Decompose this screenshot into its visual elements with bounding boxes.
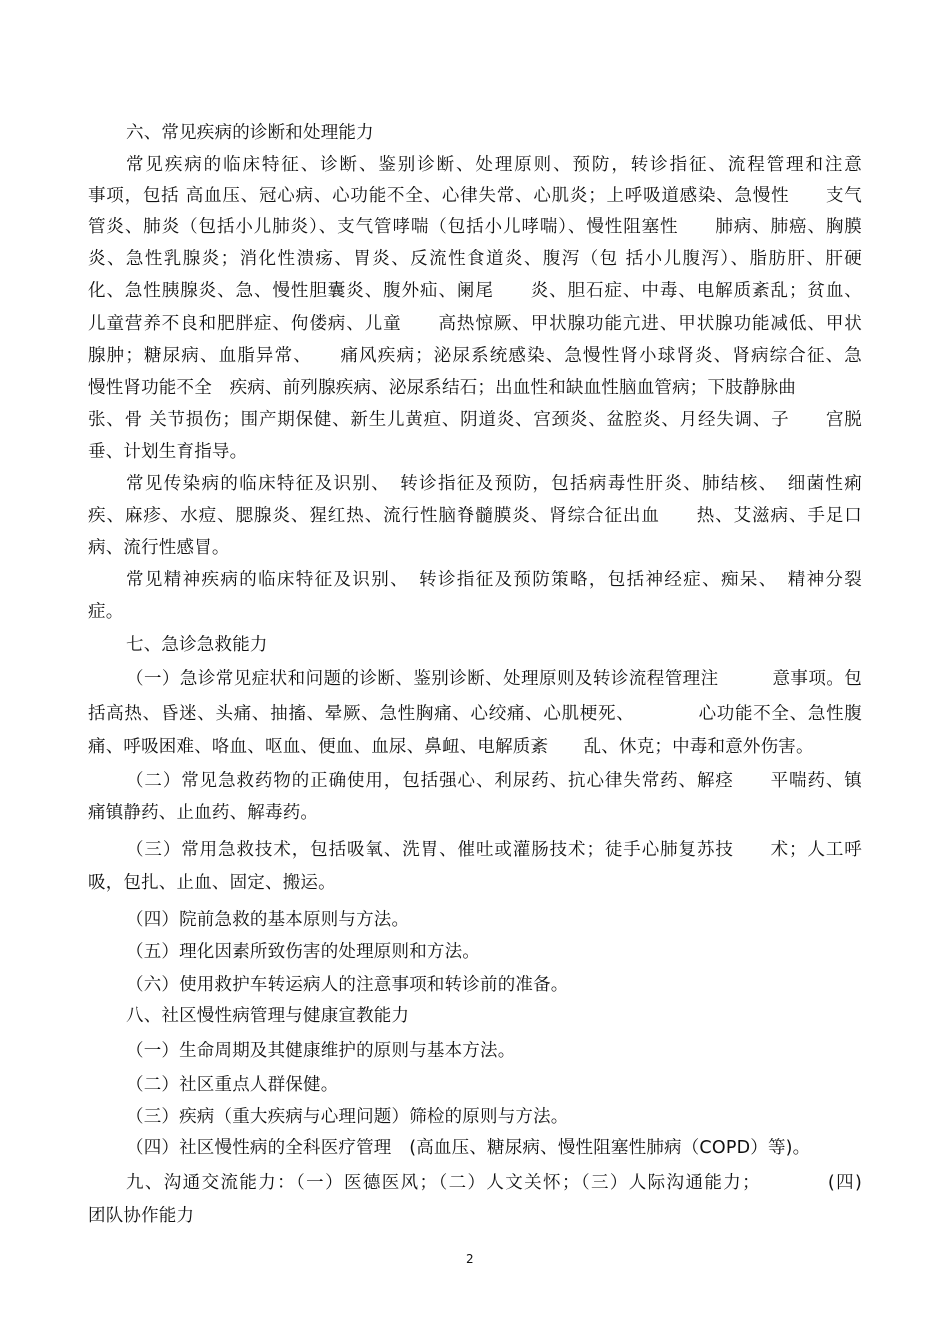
paragraph-line: 吸，包扎、止血、固定、搬运。 — [88, 873, 336, 893]
paragraph-line: 儿童营养不良和肥胖症、佝偻病、儿童 高热惊厥、甲状腺功能亢进、甲状腺功能减低、甲状 — [88, 314, 862, 334]
paragraph-line: 腺肿；糖尿病、血脂异常、 痛风疾病；泌尿系统感染、急慢性肾小球肾炎、肾病综合征、急 — [88, 346, 862, 366]
list-item: （五）理化因素所致伤害的处理原则和方法。 — [126, 942, 480, 962]
list-item: （六）使用救护车转运病人的注意事项和转诊前的准备。 — [126, 975, 569, 995]
paragraph-line: 疾、麻疹、水痘、腮腺炎、猩红热、流行性脑脊髓膜炎、肾综合征出血 热、艾滋病、手足口 — [88, 506, 862, 526]
paragraph-line: （二）常见急救药物的正确使用，包括强心、利尿药、抗心律失常药、解痉 平喘药、镇 — [126, 771, 862, 791]
paragraph-line: （一）急诊常见症状和问题的诊断、鉴别诊断、处理原则及转诊流程管理注 意事项。包 — [126, 669, 862, 689]
list-item: （一）生命周期及其健康维护的原则与基本方法。 — [126, 1041, 516, 1061]
section-heading: 九、沟通交流能力：（一）医德医风；（二）人文关怀；（三）人际沟通能力； (四) — [126, 1173, 862, 1193]
paragraph-line: 垂、计划生育指导。 — [88, 442, 248, 462]
section-heading: 七、急诊急救能力 — [126, 635, 268, 655]
paragraph-line: 张、骨 关节损伤；围产期保健、新生儿黄疸、阴道炎、宫颈炎、盆腔炎、月经失调、子 宫脱 — [88, 410, 862, 430]
paragraph-line: 常见传染病的临床特征及识别、 转诊指征及预防，包括病毒性肝炎、肺结核、 细菌性痢 — [126, 474, 862, 494]
paragraph-line: 症。 — [88, 602, 124, 622]
paragraph-line: 常见精神疾病的临床特征及识别、 转诊指征及预防策略，包括神经症、痴呆、 精神分裂 — [126, 570, 862, 590]
list-item: （四）社区慢性病的全科医疗管理 (高血压、糖尿病、慢性阻塞性肺病（COPD）等)。 — [126, 1138, 811, 1158]
list-item: （三）疾病（重大疾病与心理问题）筛检的原则与方法。 — [126, 1107, 569, 1127]
paragraph-line: 管炎、肺炎（包括小儿肺炎）、支气管哮喘（包括小儿哮喘）、慢性阻塞性 肺病、肺癌、胸膜 — [88, 217, 862, 237]
paragraph-line: 炎、急性乳腺炎；消化性溃疡、胃炎、反流性食道炎、腹泻（包 括小儿腹泻）、脂肪肝、肝硬 — [88, 249, 862, 269]
list-item: （二）社区重点人群保健。 — [126, 1075, 339, 1095]
paragraph-line: 病、流行性感冒。 — [88, 538, 230, 558]
page-number: 2 — [466, 1252, 474, 1266]
paragraph-line: 痛、呼吸困难、咯血、呕血、便血、血尿、鼻衄、电解质紊 乱、休克；中毒和意外伤害。 — [88, 737, 814, 757]
list-item: （四）院前急救的基本原则与方法。 — [126, 910, 410, 930]
section-heading: 八、社区慢性病管理与健康宣教能力 — [126, 1006, 410, 1026]
section-heading: 六、常见疾病的诊断和处理能力 — [126, 123, 374, 143]
paragraph-line: 痛镇静药、止血药、解毒药。 — [88, 803, 319, 823]
paragraph-line: 团队协作能力 — [88, 1206, 195, 1226]
paragraph-line: 常见疾病的临床特征、诊断、鉴别诊断、处理原则、预防，转诊指征、流程管理和注意 — [126, 155, 862, 175]
paragraph-line: 化、急性胰腺炎、急、慢性胆囊炎、腹外疝、阑尾 炎、胆石症、中毒、电解质紊乱；贫血、 — [88, 281, 862, 301]
paragraph-line: 事项，包括 高血压、冠心病、心功能不全、心律失常、心肌炎；上呼吸道感染、急慢性 支气 — [88, 186, 862, 206]
paragraph-line: （三）常用急救技术，包括吸氧、洗胃、催吐或灌肠技术；徒手心肺复苏技 术；人工呼 — [126, 840, 862, 860]
paragraph-line: 括高热、昏迷、头痛、抽搐、晕厥、急性胸痛、心绞痛、心肌梗死、 心功能不全、急性腹 — [88, 704, 862, 724]
paragraph-line: 慢性肾功能不全 疾病、前列腺疾病、泌尿系结石；出血性和缺血性脑血管病；下肢静脉曲 — [88, 378, 796, 398]
